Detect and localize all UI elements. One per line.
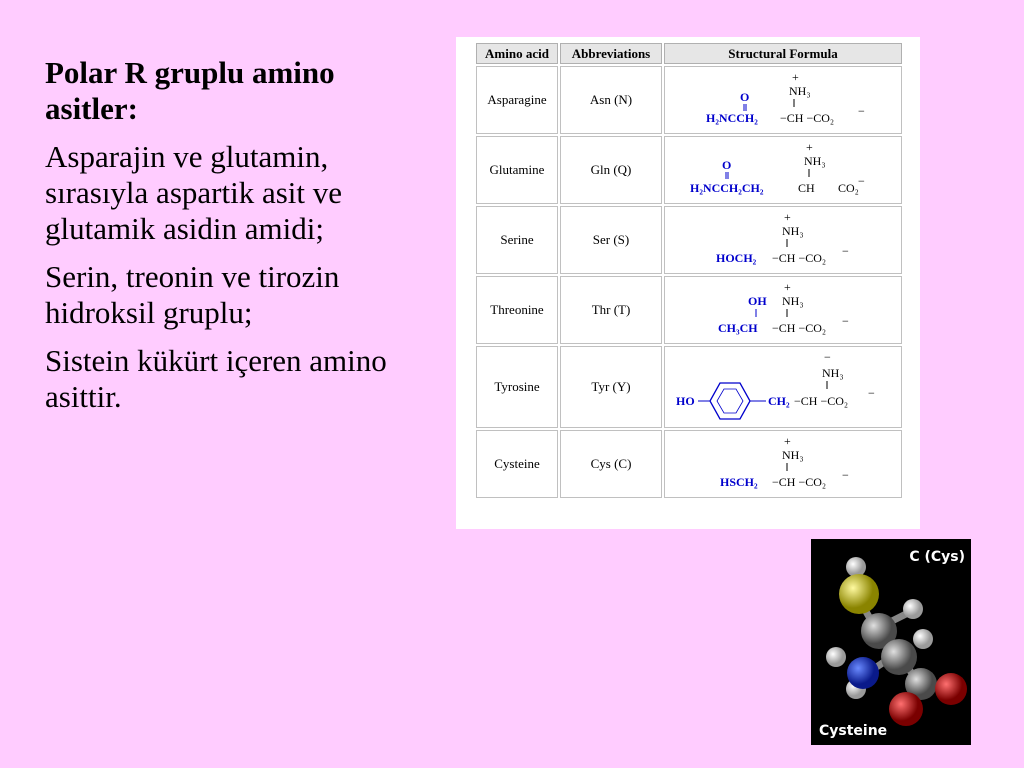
amino-acid-abbr: Thr (T) (560, 276, 662, 344)
amino-acid-abbr: Ser (S) (560, 206, 662, 274)
benzene-ring (710, 383, 750, 419)
svg-text:−: − (842, 314, 849, 328)
table-row (476, 276, 902, 344)
svg-text:−: − (824, 350, 831, 364)
amino-acid-name: Serine (476, 206, 558, 274)
svg-text:O: O (722, 158, 732, 172)
svg-text:+: + (792, 70, 799, 84)
svg-text:CH₂: CH₂ (768, 394, 790, 408)
table-row (476, 66, 902, 134)
formula-serine (664, 206, 902, 274)
svg-text:NH₃: NH₃ (822, 366, 844, 380)
svg-text:−: − (842, 244, 849, 258)
molecule-label-bottom: Cysteine (819, 723, 888, 739)
table-row (476, 206, 902, 274)
svg-text:+: + (784, 280, 791, 294)
amino-acid-abbr: Tyr (Y) (560, 346, 662, 428)
svg-text:NH₃: NH₃ (782, 294, 804, 308)
cysteine-molecule-image (811, 539, 971, 745)
svg-text:HO: HO (676, 394, 695, 408)
svg-text:−: − (868, 386, 875, 400)
formula-threonine (664, 276, 902, 344)
header-abbreviations: Abbreviations (560, 43, 662, 64)
svg-text:+: + (784, 434, 791, 448)
svg-text:−CH −CO₂: −CH −CO₂ (794, 394, 849, 408)
paragraph-1: Asparajin ve glutamin, sırasıyla aspartik asit ve glutamik asidin amidi; (45, 139, 342, 246)
svg-text:−CH −CO₂: −CH −CO₂ (772, 321, 827, 335)
paragraph-3: Sistein kükürt içeren amino asittir. (45, 343, 387, 414)
formula-tyrosine (664, 346, 902, 428)
svg-text:HOCH₂: HOCH₂ (716, 251, 757, 265)
table-row (476, 430, 902, 498)
amino-acid-abbr: Cys (C) (560, 430, 662, 498)
table-row (476, 346, 902, 428)
svg-text:CH₃CH: CH₃CH (718, 321, 758, 335)
svg-text:CO₂: CO₂ (838, 181, 859, 195)
svg-text:NH₃: NH₃ (782, 448, 804, 462)
svg-text:O: O (740, 90, 750, 104)
molecule-label-top: C (Cys) (909, 549, 965, 565)
svg-text:−CH −CO₂: −CH −CO₂ (780, 111, 835, 125)
amino-acid-abbr: Asn (N) (560, 66, 662, 134)
amino-acid-name: Asparagine (476, 66, 558, 134)
svg-text:NH₃: NH₃ (789, 84, 811, 98)
amino-acid-abbr: Gln (Q) (560, 136, 662, 204)
amino-acid-table (474, 41, 904, 500)
amino-acid-name: Threonine (476, 276, 558, 344)
svg-text:H₂NCCH₂: H₂NCCH₂ (706, 111, 758, 125)
svg-text:−CH −CO₂: −CH −CO₂ (772, 251, 827, 265)
amino-acid-name: Tyrosine (476, 346, 558, 428)
svg-text:OH: OH (748, 294, 767, 308)
svg-text:CH: CH (798, 181, 815, 195)
svg-text:−: − (842, 468, 849, 482)
svg-text:−: − (858, 174, 865, 188)
formula-cysteine (664, 430, 902, 498)
svg-text:NH₃: NH₃ (804, 154, 826, 168)
svg-text:−: − (858, 104, 865, 118)
svg-text:NH₃: NH₃ (782, 224, 804, 238)
amino-acid-table-panel (456, 37, 920, 529)
amino-acid-name: Glutamine (476, 136, 558, 204)
ball-and-stick-model (811, 539, 971, 745)
formula-glutamine (664, 136, 902, 204)
svg-text:−CH −CO₂: −CH −CO₂ (772, 475, 827, 489)
svg-text:+: + (806, 140, 813, 154)
slide-title: Polar R gruplu amino asitler: (45, 55, 335, 126)
amino-acid-name: Cysteine (476, 430, 558, 498)
slide-text (45, 55, 395, 427)
svg-text:+: + (784, 210, 791, 224)
svg-text:HSCH₂: HSCH₂ (720, 475, 758, 489)
svg-text:H₂NCCH₂CH₂: H₂NCCH₂CH₂ (690, 181, 764, 195)
paragraph-2: Serin, treonin ve tirozin hidroksil gruplu; (45, 259, 340, 330)
formula-asparagine (664, 66, 902, 134)
header-structural-formula: Structural Formula (664, 43, 902, 64)
header-amino-acid: Amino acid (476, 43, 558, 64)
table-row (476, 136, 902, 204)
table-header-row (476, 43, 902, 64)
